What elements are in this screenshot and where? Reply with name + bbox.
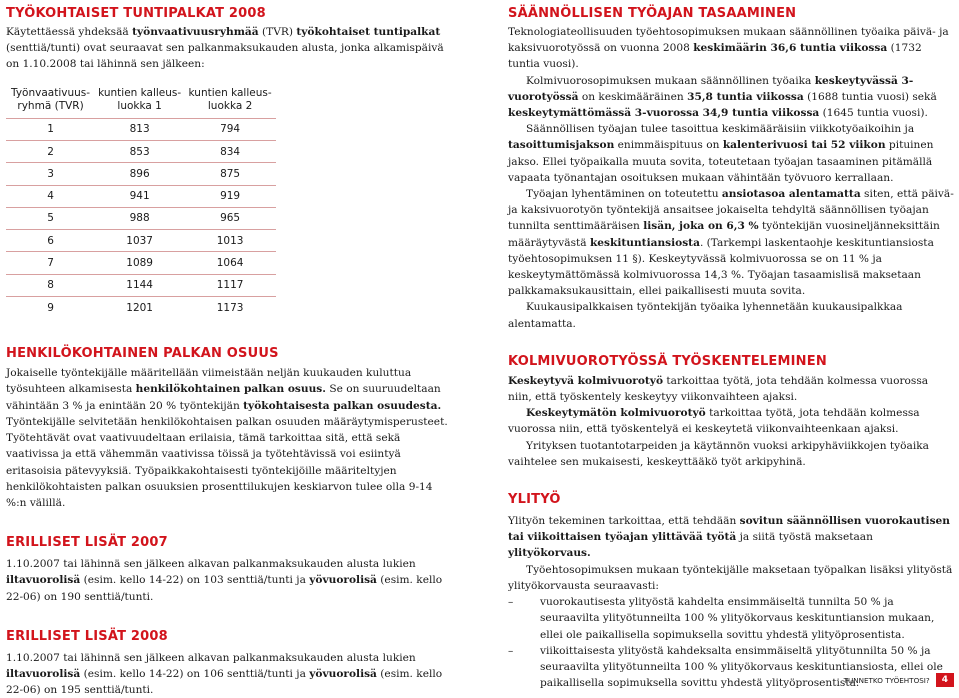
table-cell: 7	[6, 252, 95, 274]
three-shift-p1: Keskeytyvä kolmivuorotyö tarkoittaa työtä, jota tehdään kolmessa vuorossa niin, että työskentely keskeytyy viikonvaihteen ajaksi.	[508, 374, 929, 404]
table-cell: 794	[184, 118, 276, 140]
col-header-class1: kuntien kalleus-luokka 1	[98, 86, 182, 113]
table-cell: 1037	[95, 230, 184, 252]
table-cell: 813	[95, 118, 184, 140]
table-cell: 1201	[95, 296, 184, 318]
heading-three-shift: KOLMIVUOROTYÖSSÄ TYÖSKENTELEMINEN	[508, 353, 827, 369]
left-column	[6, 6, 456, 698]
intro-paragraph: Käytettäessä yhdeksää työnvaativuusryhmää (TVR) työkohtaiset tuntipalkat (senttiä/tunti) ovat seuraavat sen palkanmaksukauden alusta, jonka alkamispäivä on 1.10.2008 tai lähinnä sen jälkeen:	[6, 26, 444, 71]
three-shift-p2: Keskeytymätön kolmivuorotyö tarkoittaa työtä, jota tehdään kolmessa vuorossa niin, että työskentelyä ei keskeytetä viikonvaihteenkaan ajaksi.	[508, 407, 920, 436]
table-cell: 1064	[184, 252, 276, 274]
col-header-class2: kuntien kalleus-luokka 2	[188, 86, 272, 113]
table-cell: 988	[95, 207, 184, 229]
extras-2008-paragraph: 1.10.2007 tai lähinnä sen jälkeen alkavan palkanmaksukauden alusta lukien iltavuorolisä (esim. kello 14-22) on 106 senttiä/tunti ja yövuorolisä (esim. kello 22-06) on 195 senttiä/tunti.	[6, 651, 443, 697]
table-row	[6, 163, 276, 185]
working-time-p5: Kuukausipalkkaisen työntekijän työaika lyhennetään kuukausipalkkaa alentamatta.	[508, 301, 903, 330]
table-cell: 1117	[184, 274, 276, 296]
working-time-p2: Kolmivuorosopimuksen mukaan säännöllinen työaika keskeytyvässä 3-vuorotyössä on keskimääräinen 35,8 tuntia viikossa (1688 tuntia vuosi) sekä keskeytymättömässä 3-vuorossa 34,9 tuntia viikossa (1645 tuntia vuosi).	[508, 74, 937, 120]
list-item: – vuorokautisesta ylityöstä kahdelta ensimmäiseltä tunnilta 50 % ja seuraavilta ylityötunneilta 100 % ylityökorvaus keskituntiansion mukaan, ellei ole paikallisella sopimuksella sovittu yhdestä ylityöprosentista.	[508, 594, 954, 643]
working-time-p4: Työajan lyhentäminen on toteutettu ansiotasoa alentamatta siten, että päivä- ja kaksivuorotyön työntekijä ansaitsee jokaiselta tehdyltä säännöllisen työajan tunnilta senttimääräisen lisän, joka on 6,3 % työntekijän vuosineljänneksittäin määräytyvästä keskituntiansiosta. (Tarkempi laskentaohje keskituntiansiosta työehtosopimuksen 11 §). Keskeytyvässä kolmivuorossa se on 11 % ja keskeytymättömässä kolmivuorossa 14,3 %. Työajan tasaamislisä maksetaan palkkamaksukausittain, ellei paikallisesti muuta sovita.	[508, 188, 954, 298]
footer-label: TUNNETKO TYÖEHTOSI?	[843, 675, 930, 685]
page-number: 4	[936, 673, 954, 687]
heading-extras-2008: ERILLISET LISÄT 2008	[6, 628, 168, 644]
table-cell: 896	[95, 163, 184, 185]
table-cell: 875	[184, 163, 276, 185]
overtime-p2: Työehtosopimuksen mukaan työntekijälle maksetaan työpalkan lisäksi ylityöstä ylityökorvausta seuraavasti:	[508, 563, 953, 592]
table-cell: 4	[6, 185, 95, 207]
heading-overtime: YLITYÖ	[508, 492, 561, 508]
table-row	[6, 252, 276, 274]
table-cell: 6	[6, 230, 95, 252]
wage-table	[6, 87, 276, 319]
table-cell: 941	[95, 185, 184, 207]
extras-2007-paragraph: 1.10.2007 tai lähinnä sen jälkeen alkavan palkanmaksukauden alusta lukien iltavuorolisä (esim. kello 14-22) on 103 senttiä/tunti ja yövuorolisä (esim. kello 22-06) on 190 senttiä/tunti.	[6, 558, 443, 603]
heading-working-time: SÄÄNNÖLLISEN TYÖAJAN TASAAMINEN	[508, 6, 797, 21]
table-cell: 2	[6, 140, 95, 162]
table-row	[6, 207, 276, 229]
working-time-p1: Teknologiateollisuuden työehtosopimuksen mukaan säännöllinen työaika päivä- ja kaksivuorotyössä on vuonna 2008 keskimäärin 36,6 tuntia viikossa (1732 tuntia vuosi).	[508, 26, 949, 71]
working-time-p3: Säännöllisen työajan tulee tasoittua keskimääräisiin viikkotyöaikoihin ja tasoittumisjakson enimmäispituus on kalenterivuosi tai 52 viikon pituinen jakso. Ellei työpaikalla muuta sovita, toteutetaan työajan tasaaminen pitämällä vapaata työnantajan osoituksen mukaan vähintään työvuoro kerrallaan.	[508, 123, 934, 184]
table-cell: 1	[6, 118, 95, 140]
wage-table-body	[6, 118, 276, 318]
heading-personal-share: HENKILÖKOHTAINEN PALKAN OSUUS	[6, 346, 279, 362]
overtime-p1: Ylityön tekeminen tarkoittaa, että tehdään sovitun säännöllisen vuorokautisen tai viikoittaisen työajan ylittävää työtä ja siitä työstä maksetaan ylityökorvaus.	[508, 515, 950, 560]
table-cell: 5	[6, 207, 95, 229]
table-row	[6, 118, 276, 140]
table-cell: 1013	[184, 230, 276, 252]
heading-extras-2007: ERILLISET LISÄT 2007	[6, 535, 168, 551]
table-cell: 853	[95, 140, 184, 162]
heading-hourly-wages: TYÖKOHTAISET TUNTIPALKAT 2008	[6, 6, 266, 21]
table-row	[6, 274, 276, 296]
page-footer	[844, 673, 954, 687]
col-header-tvr: Työnvaativuus-ryhmä (TVR)	[11, 86, 91, 113]
list-item: – viikoittaisesta ylityöstä kahdeksalta ensimmäiseltä ylityötunnilta 50 % ja seuraavilta ylityötunneilta 100 % ylityökorvaus keskituntiansiosta, ellei ole paikallisella sopimuksella sovittu yhdestä ylityöprosentista.	[508, 643, 954, 692]
right-column	[508, 6, 954, 691]
table-cell: 1089	[95, 252, 184, 274]
table-row	[6, 296, 276, 318]
table-cell: 1173	[184, 296, 276, 318]
table-cell: 919	[184, 185, 276, 207]
table-cell: 1144	[95, 274, 184, 296]
three-shift-p3: Yrityksen tuotantotarpeiden ja käytännön vuoksi arkipyhäviikkojen työaika vaihtelee sen mukaisesti, keskeyttääkö työt arkipyhinä.	[508, 439, 929, 468]
personal-share-paragraph: Jokaiselle työntekijälle määritellään viimeistään neljän kuukauden kuluttua työsuhteen alkamisesta henkilökohtainen palkan osuus. Se on suuruudeltaan vähintään 3 % ja enintään 20 % työntekijän työkohtaisesta palkan osuudesta. Työntekijälle selvitetään henkilökohtaisen palkan osuuden määräytymisperusteet. Työtehtävät ovat vaativuudeltaan erilaisia, tämä tarkoittaa sitä, että sekä vaativissa ja että vähemmän vaativissa töissä ja työtehtävissä voi esiintyä eritasoisia pätevyyksiä. Työpaikkakohtaisesti työntekijöille määriteltyjen henkilökohtaisten palkan osuuksien prosenttilukujen keskiarvon tulee olla 9-14 %:n välillä.	[6, 367, 448, 509]
table-cell: 834	[184, 140, 276, 162]
table-cell: 9	[6, 296, 95, 318]
table-row	[6, 230, 276, 252]
table-cell: 965	[184, 207, 276, 229]
table-cell: 8	[6, 274, 95, 296]
table-row	[6, 185, 276, 207]
table-cell: 3	[6, 163, 95, 185]
table-row	[6, 140, 276, 162]
